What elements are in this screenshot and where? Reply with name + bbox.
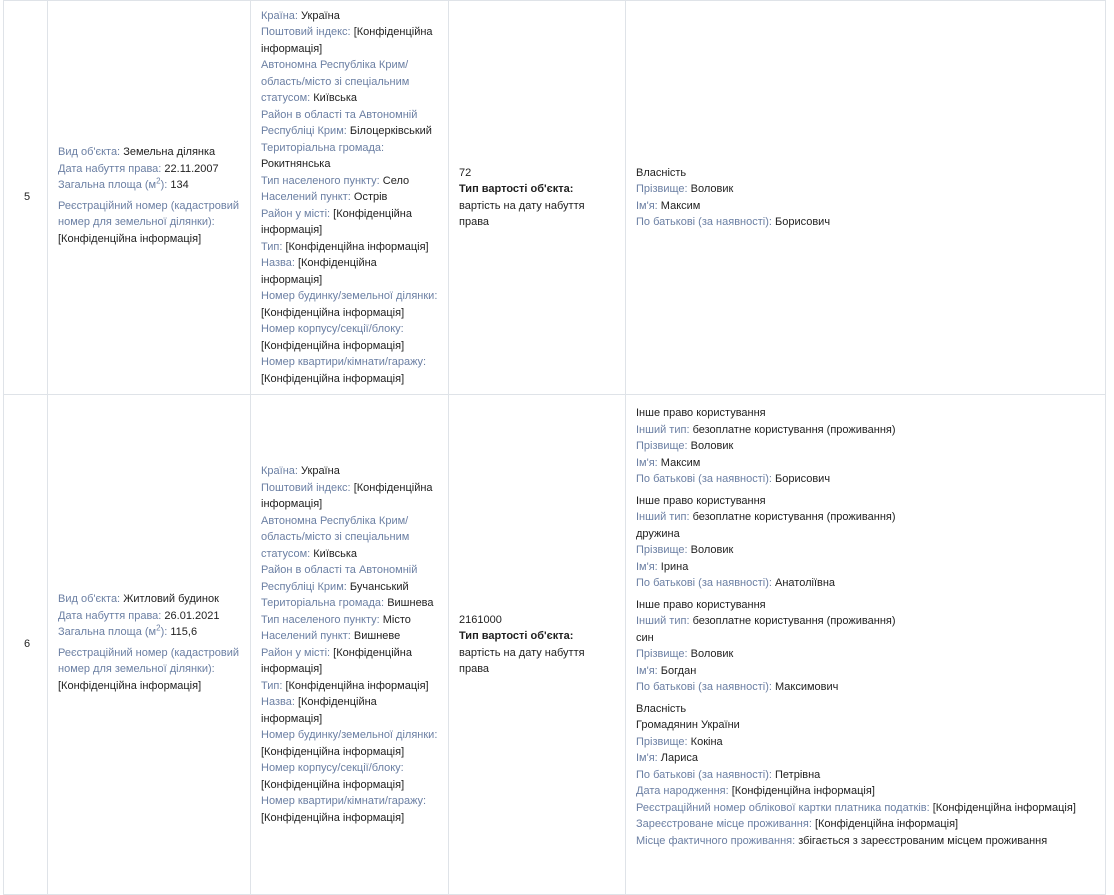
address-field: [261, 612, 438, 629]
address-field-label: Тип:: [261, 679, 283, 692]
object-value-amount: 2161000: [459, 613, 502, 626]
property-table-body: [4, 1, 1106, 895]
holder-field: [636, 471, 1095, 488]
address-field: [261, 480, 438, 513]
holder-field-value: [Конфіденційна інформація]: [932, 801, 1076, 814]
holder-field-value: Петрівна: [775, 768, 821, 781]
holder-field-label: Місце фактичного проживання:: [636, 834, 796, 847]
address-field-value: [Конфіденційна інформація]: [261, 778, 405, 791]
acquisition-date-label: Дата набуття права:: [58, 609, 162, 622]
object-cell: [48, 1, 251, 395]
cadastral-number-label: Реєстраційний номер (кадастровий номер для земельної ділянки):: [58, 199, 239, 228]
address-field: [261, 173, 438, 190]
total-area-label: [58, 623, 168, 638]
holder-field: [636, 833, 1095, 850]
address-field: [261, 760, 438, 793]
holder-field: [636, 181, 1095, 198]
acquisition-date-label: Дата набуття права:: [58, 162, 162, 175]
object-summary: [58, 144, 240, 194]
address-field: [261, 727, 438, 760]
holder-field-label: Прізвище:: [636, 183, 688, 195]
address-field-value: [Конфіденційна інформація]: [261, 811, 405, 824]
address-field: [261, 239, 438, 256]
value-type: [459, 628, 615, 678]
acquisition-date: [58, 161, 240, 178]
address-field-value: Острів: [353, 191, 388, 204]
right-type: Власність: [636, 702, 687, 715]
address-field-label: Район у місті:: [261, 646, 331, 659]
address-field-label: Номер корпусу/секції/блоку:: [261, 323, 404, 336]
address-field-label: Район у місті:: [261, 207, 331, 220]
object-type-label: Вид об'єкта:: [58, 146, 121, 158]
holder-field-label: По батькові (за наявності):: [636, 681, 772, 693]
right-type: Інше право користування: [636, 407, 766, 419]
holder-field-label: По батькові (за наявності):: [636, 577, 772, 589]
right-holder: [636, 405, 1095, 488]
total-area-label: [58, 176, 168, 191]
property-table: [3, 0, 1106, 895]
address-field-label: Номер будинку/земельної ділянки:: [261, 729, 438, 741]
address-field-label: Населений пункт:: [261, 630, 351, 642]
holder-note: син: [636, 631, 654, 644]
total-area: [58, 624, 240, 641]
object-type: [58, 591, 240, 608]
holder-field-label: Ім'я:: [636, 752, 658, 764]
holder-field-label: Ім'я:: [636, 664, 658, 677]
address-field-label: Район в області та Автономній Республіці Крим:: [261, 564, 418, 593]
holder-field: [636, 663, 1095, 680]
holder-field-label: Прізвище:: [636, 735, 688, 748]
address-field-value: [Конфіденційна інформація]: [285, 679, 429, 692]
address-field: [261, 206, 438, 239]
value-type-value: вартість на дату набуття права: [459, 646, 585, 675]
address-field-value: [Конфіденційна інформація]: [261, 481, 433, 510]
holder-field: [636, 679, 1095, 696]
address-field-value: [Конфіденційна інформація]: [261, 339, 405, 352]
holder-field-value: [Конфіденційна інформація]: [731, 785, 875, 797]
holder-field-label: По батькові (за наявності):: [636, 216, 772, 228]
holder-field-value: Воловик: [690, 183, 734, 195]
address-field-value: Село: [382, 174, 410, 187]
address-field-label: Номер квартири/кімнати/гаражу:: [261, 795, 427, 807]
row-number: 5: [4, 1, 48, 395]
right-holder: [636, 493, 1095, 592]
acquisition-date-value: 26.01.2021: [164, 609, 220, 622]
address-field-label: Номер будинку/земельної ділянки:: [261, 290, 438, 303]
right-holder: [636, 701, 1095, 850]
total-area-label-a: Загальна площа (м: [58, 626, 157, 638]
registration-number: [58, 198, 240, 248]
holder-note: Громадянин України: [636, 719, 740, 731]
address-field: [261, 189, 438, 206]
object-type-value: Земельна ділянка: [123, 146, 216, 158]
address-field: [261, 793, 438, 826]
holder-field-value: Лариса: [660, 752, 699, 764]
address-field-label: Назва:: [261, 696, 295, 708]
holder-field-value: Борисович: [775, 216, 831, 228]
address-field-value: [Конфіденційна інформація]: [261, 646, 412, 675]
holder-field-label: Інший тип:: [636, 423, 690, 436]
holder-field: [636, 734, 1095, 751]
address-field: [261, 321, 438, 354]
holder-note: дружина: [636, 527, 680, 540]
right-type: Власність: [636, 166, 687, 179]
holder-field: [636, 438, 1095, 455]
address-field-value: Вишневе: [353, 630, 401, 642]
total-area-sup: 2: [156, 623, 161, 633]
value-type-label: Тип вартості об'єкта:: [459, 630, 574, 642]
address-field-label: Автономна Республіка Крим/ область/місто зі спеціальним статусом:: [261, 514, 410, 560]
address-field-label: Поштовий індекс:: [261, 26, 351, 39]
address-field-label: Країна:: [261, 465, 298, 477]
holder-field-label: По батькові (за наявності):: [636, 768, 772, 781]
object-cell: [48, 395, 251, 895]
address-field-value: [Конфіденційна інформація]: [285, 240, 429, 253]
address-field-label: Номер квартири/кімнати/гаражу:: [261, 356, 427, 369]
object-type-value: Житловий будинок: [123, 593, 219, 605]
address-field-label: Номер корпусу/секції/блоку:: [261, 762, 404, 774]
address-field-label: Тип:: [261, 240, 283, 253]
address-field: [261, 57, 438, 107]
address-field: [261, 24, 438, 57]
address-field-value: [Конфіденційна інформація]: [261, 372, 405, 385]
holder-field-label: Інший тип:: [636, 511, 690, 523]
holder-field: [636, 455, 1095, 472]
address-field-value: Київська: [313, 92, 357, 105]
rights-cell: [626, 395, 1106, 895]
holder-field-label: Ім'я:: [636, 456, 658, 469]
holder-field-value: безоплатне користування (проживання): [692, 615, 896, 627]
holder-field: [636, 214, 1095, 231]
holder-field-label: Дата народження:: [636, 785, 729, 797]
object-value-amount: 72: [459, 166, 472, 179]
address-field-value: Вишнева: [387, 597, 434, 609]
total-area-label-a: Загальна площа (м: [58, 179, 157, 191]
value-type-label: Тип вартості об'єкта:: [459, 183, 574, 195]
address-field-label: Поштовий індекс:: [261, 481, 351, 494]
address-field-value: Київська: [313, 547, 357, 560]
holder-field: [636, 767, 1095, 784]
holder-field: [636, 542, 1095, 559]
holder-field: [636, 816, 1095, 833]
holder-field-value: безоплатне користування (проживання): [692, 423, 896, 436]
address-field-value: Білоцерківський: [349, 125, 432, 138]
address-field-label: Назва:: [261, 257, 295, 270]
right-type: Інше право користування: [636, 494, 766, 507]
object-type-label: Вид об'єкта:: [58, 593, 121, 605]
holder-field-value: збігається з зареєстрованим місцем проживання: [798, 834, 1048, 847]
holder-field: [636, 783, 1095, 800]
address-field-value: [Конфіденційна інформація]: [261, 306, 405, 319]
address-field: [261, 140, 438, 173]
holder-field-value: Максим: [660, 199, 701, 212]
cadastral-number-label: Реєстраційний номер (кадастровий номер для земельної ділянки):: [58, 646, 239, 675]
address-field-label: Автономна Республіка Крим/ область/місто зі спеціальним статусом:: [261, 59, 410, 105]
address-field-value: [Конфіденційна інформація]: [261, 257, 377, 286]
rights-cell: [626, 1, 1106, 395]
cadastral-number: [58, 198, 240, 248]
holder-field-label: По батькові (за наявності):: [636, 473, 772, 485]
address-field-label: Тип населеного пункту:: [261, 613, 380, 626]
total-area-label-b: ):: [160, 626, 168, 638]
right-type: Інше право користування: [636, 598, 766, 611]
holder-field-label: Прізвище:: [636, 440, 688, 452]
holder-field-value: Максим: [660, 456, 701, 469]
registration-number: [58, 645, 240, 695]
holder-field-label: Інший тип:: [636, 615, 690, 627]
address-field-value: Україна: [301, 465, 340, 477]
address-field: [261, 288, 438, 321]
holder-field: [636, 575, 1095, 592]
holder-field-value: Воловик: [690, 544, 734, 556]
address-field-label: Країна:: [261, 9, 298, 22]
address-field: [261, 562, 438, 595]
total-area-value: 134: [170, 179, 189, 191]
holder-field-label: Реєстраційний номер облікової картки платника податків:: [636, 801, 930, 814]
value-type-value: вартість на дату набуття права: [459, 199, 585, 228]
right-holder: [636, 597, 1095, 696]
address-field-label: Територіальна громада:: [261, 141, 385, 154]
object-summary: [58, 591, 240, 641]
holder-field-value: Борисович: [775, 473, 831, 485]
address-field: [261, 694, 438, 727]
holder-field: [636, 750, 1095, 767]
holder-field-value: Воловик: [690, 648, 734, 660]
address-field: [261, 354, 438, 387]
acquisition-date-value: 22.11.2007: [164, 162, 219, 175]
value-cell: [449, 1, 626, 395]
cadastral-number-value: [Конфіденційна інформація]: [58, 232, 202, 245]
address-field-value: [Конфіденційна інформація]: [261, 26, 433, 55]
table-row: [4, 395, 1106, 895]
address-field: [261, 595, 438, 612]
address-field-label: Район в області та Автономній Республіці Крим:: [261, 108, 418, 138]
address-cell: [251, 1, 449, 395]
address-field-value: Місто: [382, 613, 411, 626]
address-field: [261, 463, 438, 480]
holder-field-label: Прізвище:: [636, 648, 688, 660]
holder-field: [636, 198, 1095, 215]
address-cell: [251, 395, 449, 895]
holder-field-label: Ім'я:: [636, 199, 658, 212]
total-area-label-b: ):: [160, 179, 168, 191]
address-field-value: [Конфіденційна інформація]: [261, 745, 405, 758]
table-row: [4, 1, 1106, 395]
cadastral-number: [58, 645, 240, 695]
holder-field-label: Ім'я:: [636, 560, 658, 573]
total-area-value: 115,6: [170, 626, 198, 638]
cadastral-number-value: [Конфіденційна інформація]: [58, 679, 202, 692]
holder-field-value: Максимович: [775, 681, 839, 693]
value-cell: [449, 395, 626, 895]
holder-field-value: безоплатне користування (проживання): [692, 511, 896, 523]
holder-field: [636, 509, 1095, 526]
value-type: [459, 181, 615, 231]
holder-field-value: Богдан: [660, 664, 697, 677]
address-field-value: [Конфіденційна інформація]: [261, 207, 412, 237]
holder-field: [636, 559, 1095, 576]
holder-field-label: Прізвище:: [636, 544, 688, 556]
address-field-value: [Конфіденційна інформація]: [261, 696, 377, 725]
holder-field-value: Кокіна: [690, 735, 723, 748]
holder-field: [636, 646, 1095, 663]
acquisition-date: [58, 608, 240, 625]
holder-field-label: Зареєстроване місце проживання:: [636, 818, 812, 830]
row-number: 6: [4, 395, 48, 895]
address-field: [261, 513, 438, 563]
address-field-label: Територіальна громада:: [261, 597, 385, 609]
holder-field: [636, 800, 1095, 817]
address-field: [261, 107, 438, 140]
address-field-label: Населений пункт:: [261, 191, 351, 204]
holder-field: [636, 613, 1095, 630]
address-field-value: Рокитнянська: [261, 158, 331, 171]
total-area: [58, 177, 240, 194]
holder-field-value: Ірина: [660, 560, 689, 573]
holder-field-value: Воловик: [690, 440, 734, 452]
total-area-sup: 2: [156, 176, 161, 186]
address-field: [261, 628, 438, 645]
address-field-label: Тип населеного пункту:: [261, 174, 380, 187]
holder-field-value: [Конфіденційна інформація]: [814, 818, 959, 830]
holder-field: [636, 422, 1095, 439]
address-field-value: Україна: [301, 9, 340, 22]
address-field: [261, 678, 438, 695]
right-holder: [636, 165, 1095, 231]
object-type: [58, 144, 240, 161]
address-field: [261, 8, 438, 25]
address-field: [261, 645, 438, 678]
address-field-value: Бучанський: [349, 580, 409, 593]
holder-field-value: Анатоліївна: [775, 577, 836, 589]
address-field: [261, 255, 438, 288]
